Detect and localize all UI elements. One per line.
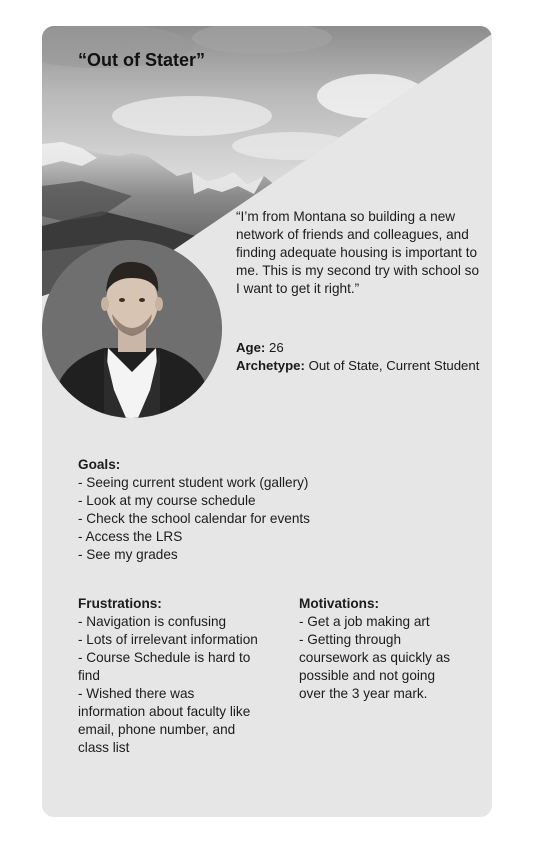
archetype-value: Out of State, Current Student xyxy=(308,358,480,373)
age-row xyxy=(236,339,479,357)
list-item: - Access the LRS xyxy=(78,529,183,544)
goals-list xyxy=(78,474,378,564)
goals-section xyxy=(78,456,378,564)
list-item: - Seeing current student work (gallery) xyxy=(78,475,309,490)
frustrations-list xyxy=(78,613,263,757)
motivations-list xyxy=(299,613,464,703)
list-item: - Check the school calendar for events xyxy=(78,511,310,526)
list-item: - See my grades xyxy=(78,547,178,562)
persona-card xyxy=(42,26,492,817)
persona-quote: “I’m from Montana so building a new network of friends and colleagues, and finding adequate housing is important to me. This is my second try with school so I want to get it right.” xyxy=(236,209,480,296)
list-item: - Look at my course schedule xyxy=(78,493,256,508)
list-item: - Getting through coursework as quickly as possible and not going over the 3 year mark. xyxy=(299,632,451,701)
person-portrait-image xyxy=(42,240,222,418)
persona-avatar xyxy=(42,240,222,418)
list-item: - Lots of irrelevant information xyxy=(78,632,258,647)
list-item: - Navigation is confusing xyxy=(78,614,227,629)
list-item: - Get a job making art xyxy=(299,614,430,629)
motivations-section xyxy=(299,595,464,703)
list-item: - Course Schedule is hard to find xyxy=(78,650,251,683)
persona-details xyxy=(236,339,479,375)
frustrations-section xyxy=(78,595,263,757)
persona-title: “Out of Stater” xyxy=(78,50,206,70)
age-label: Age: xyxy=(236,340,266,355)
archetype-row xyxy=(236,357,479,375)
motivations-heading: Motivations: xyxy=(299,596,380,611)
list-item: - Wished there was information about faculty like email, phone number, and class list xyxy=(78,686,251,755)
archetype-label: Archetype: xyxy=(236,358,305,373)
goals-heading: Goals: xyxy=(78,457,121,472)
age-value: 26 xyxy=(268,340,284,355)
frustrations-heading: Frustrations: xyxy=(78,596,162,611)
